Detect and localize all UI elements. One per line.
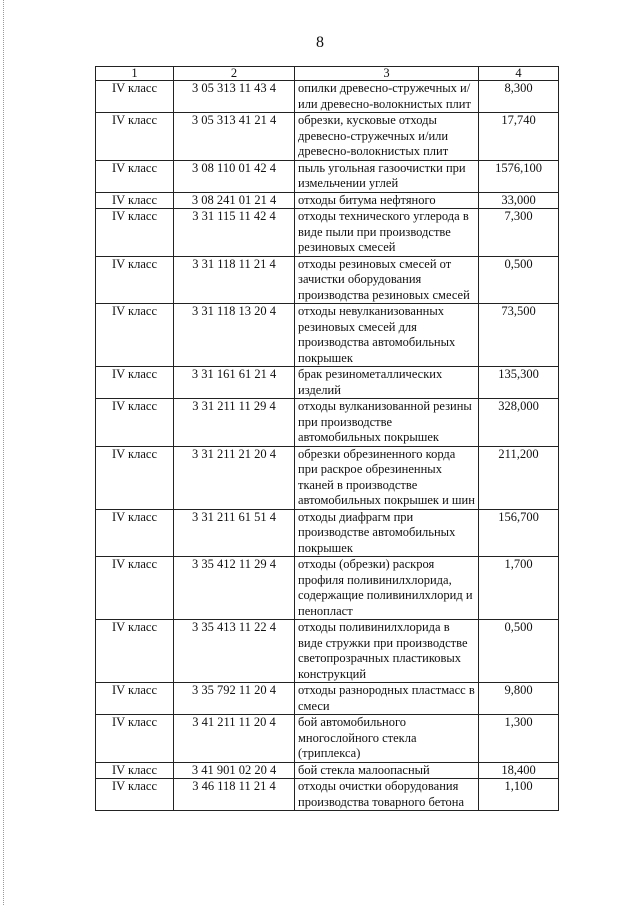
- fkko-code-cell: 3 41 211 11 20 4: [174, 715, 295, 763]
- waste-name-cell: бой стекла малоопасный: [295, 762, 479, 779]
- waste-name-cell: отходы битума нефтяного: [295, 192, 479, 209]
- column-header-4: 4: [479, 67, 559, 81]
- fkko-code-cell: 3 35 413 11 22 4: [174, 620, 295, 683]
- table-row: [96, 509, 559, 557]
- quantity-cell: 7,300: [479, 209, 559, 257]
- quantity-cell: 135,300: [479, 367, 559, 399]
- waste-table: [95, 66, 559, 811]
- page-number: 8: [316, 34, 324, 51]
- hazard-class-cell: IV класс: [96, 509, 174, 557]
- waste-name-cell: отходы диафрагм при производстве автомобильных покрышек: [295, 509, 479, 557]
- waste-name-cell: отходы технического углерода в виде пыли при производстве резиновых смесей: [295, 209, 479, 257]
- waste-name-cell: отходы разнородных пластмасс в смеси: [295, 683, 479, 715]
- table-row: [96, 683, 559, 715]
- table-row: [96, 192, 559, 209]
- hazard-class-cell: IV класс: [96, 762, 174, 779]
- hazard-class-cell: IV класс: [96, 304, 174, 367]
- waste-name-cell: обрезки, кусковые отходы древесно-стружечных и/или древесно-волокнистых плит: [295, 113, 479, 161]
- scan-margin-line: [3, 0, 5, 905]
- table-row: [96, 399, 559, 447]
- hazard-class-cell: IV класс: [96, 715, 174, 763]
- hazard-class-cell: IV класс: [96, 81, 174, 113]
- table-row: [96, 113, 559, 161]
- table-row: [96, 304, 559, 367]
- table-row: [96, 620, 559, 683]
- hazard-class-cell: IV класс: [96, 557, 174, 620]
- hazard-class-cell: IV класс: [96, 192, 174, 209]
- quantity-cell: 1,300: [479, 715, 559, 763]
- table-row: [96, 256, 559, 304]
- fkko-code-cell: 3 31 211 61 51 4: [174, 509, 295, 557]
- fkko-code-cell: 3 05 313 41 21 4: [174, 113, 295, 161]
- quantity-cell: 17,740: [479, 113, 559, 161]
- fkko-code-cell: 3 31 115 11 42 4: [174, 209, 295, 257]
- hazard-class-cell: IV класс: [96, 256, 174, 304]
- waste-name-cell: отходы вулканизованной резины при производстве автомобильных покрышек: [295, 399, 479, 447]
- fkko-code-cell: 3 05 313 11 43 4: [174, 81, 295, 113]
- quantity-cell: 1,700: [479, 557, 559, 620]
- waste-name-cell: пыль угольная газоочистки при измельчении углей: [295, 160, 479, 192]
- fkko-code-cell: 3 46 118 11 21 4: [174, 779, 295, 811]
- fkko-code-cell: 3 31 118 13 20 4: [174, 304, 295, 367]
- hazard-class-cell: IV класс: [96, 620, 174, 683]
- waste-name-cell: бой автомобильного многослойного стекла (триплекса): [295, 715, 479, 763]
- fkko-code-cell: 3 35 412 11 29 4: [174, 557, 295, 620]
- quantity-cell: 73,500: [479, 304, 559, 367]
- waste-name-cell: опилки древесно-стружечных и/или древесно-волокнистых плит: [295, 81, 479, 113]
- table-row: [96, 779, 559, 811]
- waste-name-cell: отходы очистки оборудования производства товарного бетона: [295, 779, 479, 811]
- fkko-code-cell: 3 41 901 02 20 4: [174, 762, 295, 779]
- table-row: [96, 715, 559, 763]
- quantity-cell: 33,000: [479, 192, 559, 209]
- table-row: [96, 557, 559, 620]
- column-header-3: 3: [295, 67, 479, 81]
- fkko-code-cell: 3 31 118 11 21 4: [174, 256, 295, 304]
- quantity-cell: 156,700: [479, 509, 559, 557]
- hazard-class-cell: IV класс: [96, 160, 174, 192]
- column-header-1: 1: [96, 67, 174, 81]
- quantity-cell: 0,500: [479, 256, 559, 304]
- fkko-code-cell: 3 31 161 61 21 4: [174, 367, 295, 399]
- fkko-code-cell: 3 35 792 11 20 4: [174, 683, 295, 715]
- quantity-cell: 328,000: [479, 399, 559, 447]
- quantity-cell: 1576,100: [479, 160, 559, 192]
- hazard-class-cell: IV класс: [96, 399, 174, 447]
- waste-name-cell: отходы невулканизованных резиновых смесей для производства автомобильных покрышек: [295, 304, 479, 367]
- table-row: [96, 762, 559, 779]
- waste-name-cell: обрезки обрезиненного корда при раскрое обрезиненных тканей в производстве автомобильных покрышек и шин: [295, 446, 479, 509]
- hazard-class-cell: IV класс: [96, 367, 174, 399]
- table-row: [96, 81, 559, 113]
- quantity-cell: 8,300: [479, 81, 559, 113]
- fkko-code-cell: 3 08 241 01 21 4: [174, 192, 295, 209]
- hazard-class-cell: IV класс: [96, 683, 174, 715]
- table-header-row: [96, 67, 559, 81]
- waste-name-cell: отходы поливинилхлорида в виде стружки при производстве светопрозрачных пластиковых конструкций: [295, 620, 479, 683]
- quantity-cell: 211,200: [479, 446, 559, 509]
- hazard-class-cell: IV класс: [96, 779, 174, 811]
- table-row: [96, 446, 559, 509]
- waste-name-cell: отходы резиновых смесей от зачистки оборудования производства резиновых смесей: [295, 256, 479, 304]
- table-row: [96, 367, 559, 399]
- fkko-code-cell: 3 31 211 21 20 4: [174, 446, 295, 509]
- quantity-cell: 18,400: [479, 762, 559, 779]
- table-body: [96, 81, 559, 811]
- table-row: [96, 160, 559, 192]
- waste-name-cell: брак резинометаллических изделий: [295, 367, 479, 399]
- quantity-cell: 1,100: [479, 779, 559, 811]
- hazard-class-cell: IV класс: [96, 113, 174, 161]
- quantity-cell: 9,800: [479, 683, 559, 715]
- fkko-code-cell: 3 08 110 01 42 4: [174, 160, 295, 192]
- waste-name-cell: отходы (обрезки) раскроя профиля поливинилхлорида, содержащие поливинилхлорид и пенопласт: [295, 557, 479, 620]
- quantity-cell: 0,500: [479, 620, 559, 683]
- table-row: [96, 209, 559, 257]
- column-header-2: 2: [174, 67, 295, 81]
- hazard-class-cell: IV класс: [96, 446, 174, 509]
- fkko-code-cell: 3 31 211 11 29 4: [174, 399, 295, 447]
- waste-table-container: [95, 66, 559, 811]
- hazard-class-cell: IV класс: [96, 209, 174, 257]
